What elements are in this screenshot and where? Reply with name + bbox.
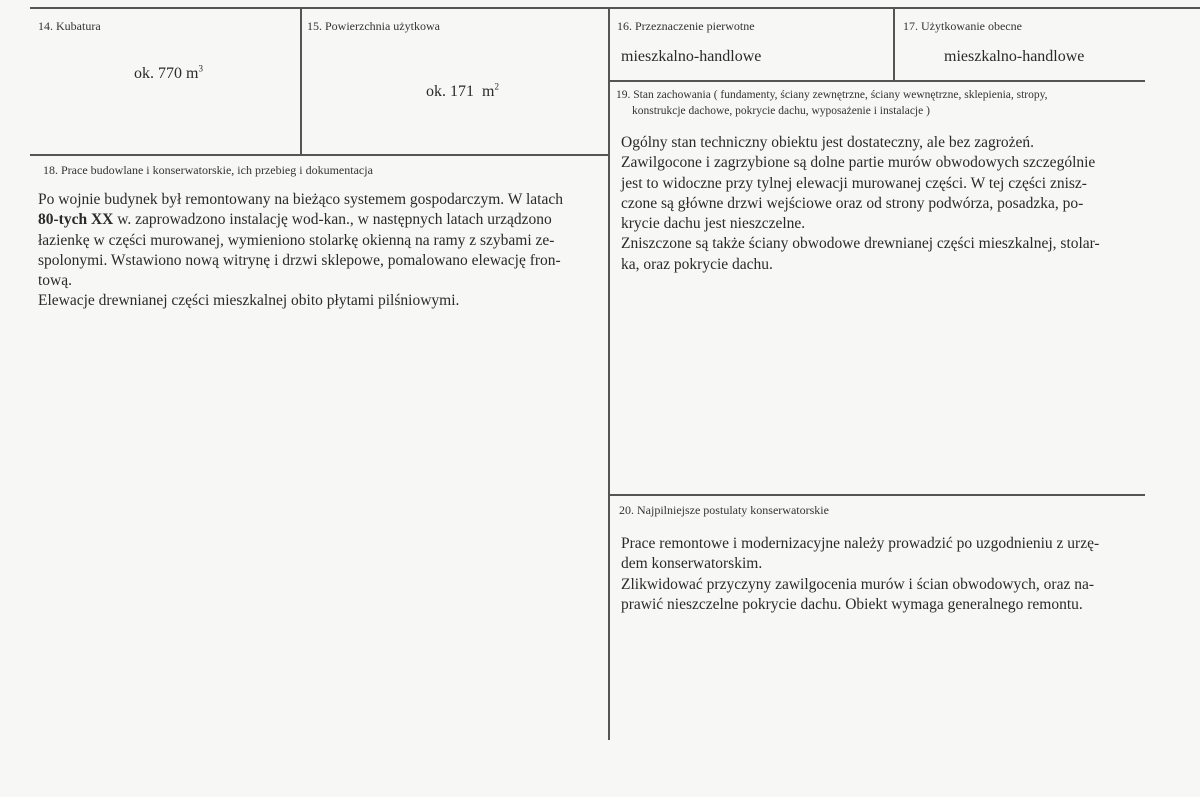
rule-above-18 (30, 154, 610, 156)
field-18-line2-rest: w. zaprowadzono instalację wod-kan., w następnych latach urządzono (113, 211, 552, 229)
field-19-line: Zawilgocone i zagrzybione są dolne partie murów obwodowych szczególnie (621, 154, 1096, 172)
field-18-line: Elewacje drewnianej części mieszkalnej obito płytami pilśniowymi. (38, 292, 460, 310)
field-18-line: Po wojnie budynek był remontowany na bieżąco systemem gospodarczym. W latach (38, 191, 564, 208)
field-15-label: 15. Powierzchnia użytkowa (307, 19, 440, 33)
field-16-label: 16. Przeznaczenie pierwotne (617, 19, 755, 33)
field-14-exponent: 3 (198, 63, 203, 74)
field-14-value (134, 65, 203, 83)
field-15-exponent: 2 (494, 81, 499, 92)
field-14-label: 14. Kubatura (38, 19, 101, 33)
field-19-line: czone są główne drzwi wejściowe oraz od strony podwórza, posadzka, po- (621, 194, 1084, 212)
field-20-line: Prace remontowe i modernizacyjne należy prowadzić po uzgodnieniu z urzę- (621, 535, 1100, 552)
field-16-value: mieszkalno-handlowe (621, 48, 762, 65)
field-20-line: Zlikwidować przyczyny zawilgocenia murów i ścian obwodowych, oraz na- (621, 575, 1095, 593)
field-14-value-text: ok. 770 m (134, 65, 199, 82)
field-19-line: krycie dachu jest nieszczelne. (621, 215, 806, 233)
field-20-line: prawić nieszczelne pokrycie dachu. Obiekt wymaga generalnego remontu. (621, 595, 1083, 613)
field-20-label: 20. Najpilniejsze postulaty konserwatorskie (619, 503, 829, 517)
field-17-value: mieszkalno-handlowe (944, 48, 1085, 65)
main-vertical-divider (608, 8, 610, 740)
field-17-label: 17. Użytkowanie obecne (903, 19, 1022, 33)
rule-above-20 (609, 494, 1145, 496)
rule-above-19 (609, 80, 1145, 82)
divider-16-17 (893, 8, 895, 82)
top-rule (30, 7, 1200, 9)
field-18-line: tową. (38, 272, 73, 290)
field-15-value (418, 65, 499, 101)
field-19-line: ka, oraz pokrycie dachu. (621, 255, 773, 273)
divider-14-15 (300, 8, 302, 155)
field-19-text (621, 133, 1141, 275)
field-18-line: spolonymi. Wstawiono nową witrynę i drzwi sklepowe, pomalowano elewację fron- (38, 251, 561, 269)
field-15-value-text: ok. 171 m (426, 83, 495, 100)
field-18-line (38, 210, 598, 230)
field-19-label-line2: konstrukcje dachowe, pokrycie dachu, wyposażenie i instalacje ) (632, 105, 930, 117)
field-19-label-line1: 19. Stan zachowania ( fundamenty, ściany zewnętrzne, ściany wewnętrzne, sklepienia, stropy, (616, 89, 1048, 101)
field-20-text (621, 534, 1137, 615)
field-18-bold-decade: 80-tych XX (38, 211, 114, 229)
field-18-line: łazienkę w części murowanej, wymieniono stolarkę okienną na ramy z szybami ze- (38, 231, 555, 249)
field-18-label: 18. Prace budowlane i konserwatorskie, ich przebieg i dokumentacja (43, 163, 373, 177)
field-19-line: Ogólny stan techniczny obiektu jest dostateczny, ale bez zagrożeń. (621, 134, 1035, 151)
field-20-line: dem konserwatorskim. (621, 555, 763, 573)
field-19-line: jest to widoczne przy tylnej elewacji murowanej części. W tej części znisz- (621, 174, 1087, 192)
field-19-line: Zniszczone są także ściany obwodowe drewnianej części mieszkalnej, stolar- (621, 235, 1100, 253)
field-18-text (38, 190, 598, 312)
